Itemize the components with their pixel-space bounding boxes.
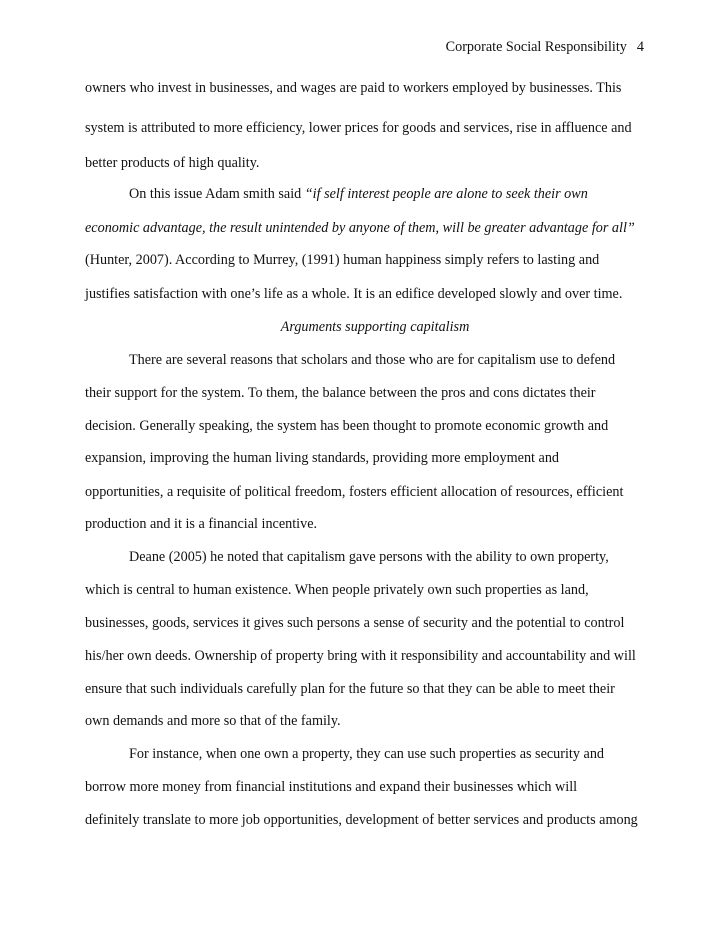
text-line: which is central to human existence. When people privately own such properties as land, <box>85 582 589 598</box>
running-head <box>446 38 644 56</box>
text-line: ensure that such individuals carefully plan for the future so that they can be able to meet their <box>85 681 615 697</box>
text-line: borrow more money from financial institutions and expand their businesses which will <box>85 779 578 795</box>
text-line: justifies satisfaction with one’s life as a whole. It is an edifice developed slowly and over time. <box>85 286 623 302</box>
text-line: opportunities, a requisite of political freedom, fosters efficient allocation of resources, efficient <box>85 484 624 500</box>
section-heading <box>85 317 665 337</box>
text-line: For instance, when one own a property, they can use such properties as security and <box>129 746 605 762</box>
text-line: Deane (2005) he noted that capitalism gave persons with the ability to own property, <box>129 549 609 565</box>
text-line: system is attributed to more efficiency, lower prices for goods and services, rise in affluence and <box>85 120 632 136</box>
page-number: 4 <box>636 39 644 55</box>
text-line: own demands and more so that of the family. <box>85 713 341 729</box>
text-line: their support for the system. To them, the balance between the pros and cons dictates their <box>85 385 596 401</box>
text-line: better products of high quality. <box>85 155 260 171</box>
text-line: his/her own deeds. Ownership of property bring with it responsibility and accountability and will <box>85 648 636 664</box>
text-line: owners who invest in businesses, and wages are paid to workers employed by businesses. This <box>85 80 622 96</box>
quote-text: “if self interest people are alone to seek their own <box>304 186 588 202</box>
text-line: There are several reasons that scholars and those who are for capitalism use to defend <box>129 352 616 368</box>
text-line <box>85 218 635 238</box>
quote-lead: On this issue Adam smith said <box>129 186 305 202</box>
text-line: decision. Generally speaking, the system has been thought to promote economic growth and <box>85 418 609 434</box>
section-heading-text: Arguments supporting capitalism <box>280 319 470 335</box>
quote-text: economic advantage, the result unintended by anyone of them, will be greater advantage for all” <box>85 220 635 236</box>
text-line: expansion, improving the human living standards, providing more employment and <box>85 450 560 466</box>
text-line: businesses, goods, services it gives such persons a sense of security and the potential to control <box>85 615 625 631</box>
text-line: (Hunter, 2007). According to Murrey, (1991) human happiness simply refers to lasting and <box>85 252 600 268</box>
text-line: production and it is a financial incentive. <box>85 516 318 532</box>
running-title: Corporate Social Responsibility <box>445 39 627 55</box>
text-line <box>129 184 588 204</box>
text-line: definitely translate to more job opportunities, development of better services and products among <box>85 812 638 828</box>
